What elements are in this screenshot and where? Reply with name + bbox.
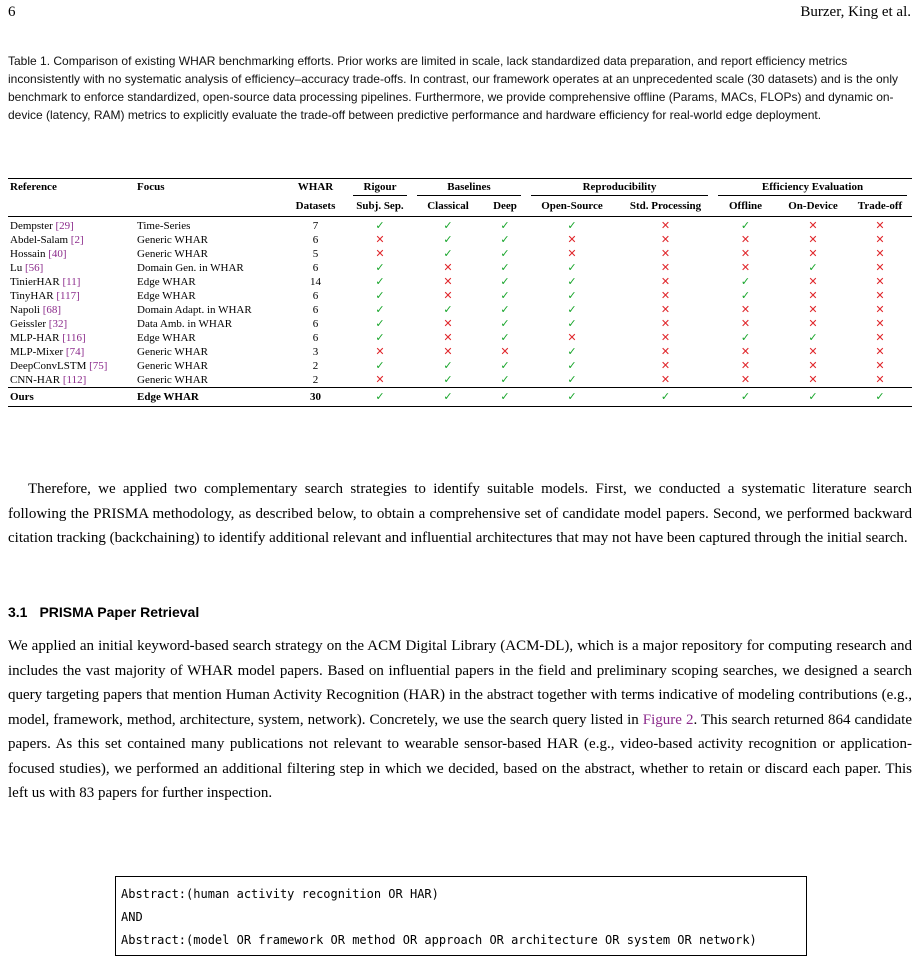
cross-icon: ✕ [660,345,671,358]
check-icon: ✓ [567,289,577,302]
check-icon: ✓ [567,219,577,232]
cross-icon: ✕ [443,261,453,274]
focus-cell: Generic WHAR [137,233,208,246]
check-icon: ✓ [740,331,751,344]
cross-icon: ✕ [740,359,751,372]
check-icon: ✓ [500,359,510,372]
check-icon: ✓ [500,303,510,316]
cross-icon: ✕ [567,331,577,344]
check-icon: ✓ [808,261,818,274]
cross-icon: ✕ [375,373,385,386]
cross-icon: ✕ [443,289,453,302]
reference-cell [8,303,135,317]
col-reference: Reference [8,179,135,197]
reference-cell [8,261,135,275]
check-icon: ✓ [567,390,577,403]
reference-cell [8,331,135,345]
reference-cell [8,388,135,407]
section-heading [8,604,199,620]
citation-link[interactable]: [116] [62,331,86,344]
check-icon: ✓ [567,373,577,386]
check-icon: ✓ [875,390,885,403]
cross-icon: ✕ [375,247,385,260]
cross-icon: ✕ [567,233,577,246]
paragraph-prisma: We applied an initial keyword-based search strategy on the ACM Digital Library (ACM-DL), which is a major repository for computing research and includes the vast majority of WHAR model papers. Based on influential papers in the field and preliminary scoping searches, we designed a search query targeting papers that mention Human Activity Recognition (HAR) in the abstract together with terms indicative of modeling contributions (e.g., model, framework, method, architecture, system, network). Concretely, we use the search query listed in Figure 2. This search returned 864 candidate papers. As this set contained many publications not relevant to wearable sensor-based HAR (e.g., video-based activity recognition or application-focused studies), we performed an additional filtering step in which we decided, based on the abstract, whether to retain or discard each paper. This left us with 83 papers for further inspection. [8,638,912,801]
cross-icon: ✕ [740,247,751,260]
datasets-cell: 7 [312,219,319,232]
group-efficiency-evaluation: Efficiency Evaluation [713,179,912,197]
citation-link[interactable]: [29] [55,219,74,232]
group-baselines: Baselines [412,179,526,197]
reference-name: TinyHAR [10,289,54,302]
check-icon: ✓ [567,275,577,288]
datasets-cell: 6 [312,289,319,302]
cross-icon: ✕ [808,275,818,288]
reference-name: MLP-Mixer [10,345,64,358]
focus-cell: Edge WHAR [137,275,196,288]
cross-icon: ✕ [808,345,818,358]
cross-icon: ✕ [660,373,671,386]
section-title: PRISMA Paper Retrieval [39,604,200,620]
citation-link[interactable]: [112] [62,373,87,386]
focus-cell: Domain Gen. in WHAR [137,261,244,274]
reference-cell [8,217,135,234]
page-header [8,4,911,24]
citation-link[interactable]: [40] [48,247,67,260]
table-header-row-1 [8,179,912,197]
cross-icon: ✕ [443,275,453,288]
table-row [8,261,912,275]
check-icon: ✓ [500,331,510,344]
check-icon: ✓ [567,303,577,316]
cross-icon: ✕ [808,317,818,330]
check-icon: ✓ [500,261,510,274]
cross-icon: ✕ [875,247,885,260]
cross-icon: ✕ [808,233,818,246]
table-row [8,247,912,261]
check-icon: ✓ [500,247,510,260]
col-deep: Deep [484,196,526,217]
group-reproducibility: Reproducibility [526,179,713,197]
datasets-cell: 2 [312,359,319,372]
check-icon: ✓ [443,219,453,232]
cross-icon: ✕ [808,373,818,386]
cross-icon: ✕ [875,261,885,274]
cross-icon: ✕ [660,219,671,232]
reference-name: CNN-HAR [10,373,61,386]
cross-icon: ✕ [740,317,751,330]
check-icon: ✓ [375,317,385,330]
focus-cell: Time-Series [137,219,191,232]
check-icon: ✓ [740,390,751,403]
col-subj-sep: Subj. Sep. [348,196,412,217]
reference-name: Hossain [10,247,46,260]
table-caption: Table 1. Comparison of existing WHAR benchmarking efforts. Prior works are limited in scale, lack standardized data preparation, and report efficiency metrics inconsistently with no systematic analysis of efficiency–accuracy trade-offs. In contrast, our framework operates at an unprecedented scale (30 datasets) and is the only benchmark to enforce standardized, open-source data processing pipelines. Furthermore, we provide comprehensive offline (Params, MACs, FLOPs) and dynamic on-device (latency, RAM) metrics to explicitly evaluate the trade-off between predictive performance and hardware efficiency for real-world edge deployment. [8,54,899,122]
reference-cell [8,373,135,388]
cross-icon: ✕ [808,303,818,316]
cross-icon: ✕ [740,303,751,316]
col-offline: Offline [713,196,778,217]
check-icon: ✓ [660,390,671,403]
cross-icon: ✕ [875,331,885,344]
focus-cell: Generic WHAR [137,345,208,358]
focus-cell: Edge WHAR [137,289,196,302]
table-row [8,331,912,345]
datasets-cell: 30 [283,388,348,407]
cross-icon: ✕ [740,345,751,358]
citation-link[interactable]: [11] [62,275,81,288]
table-row [8,373,912,388]
check-icon: ✓ [443,373,453,386]
table-row [8,317,912,331]
cross-icon: ✕ [875,219,885,232]
check-icon: ✓ [740,289,751,302]
table-row [8,275,912,289]
focus-cell: Data Amb. in WHAR [137,317,233,330]
check-icon: ✓ [500,219,510,232]
reference-cell [8,233,135,247]
cross-icon: ✕ [500,345,510,358]
col-trade-off: Trade-off [848,196,912,217]
col-datasets: Datasets [283,196,348,217]
paragraph-search-strategies: Therefore, we applied two complementary search strategies to identify suitable models. First, we conducted a systematic literature search following the PRISMA methodology, as described below, to obtain a comprehensive set of candidate model papers. Second, we performed backward citation tracking (backchaining) to identify additional relevant and influential architectures that may not have been captured through the initial search. [8,481,912,546]
cross-icon: ✕ [660,303,671,316]
col-open-source: Open-Source [526,196,618,217]
citation-link[interactable]: [2] [70,233,84,246]
check-icon: ✓ [808,390,818,403]
reference-cell [8,359,135,373]
reference-name: DeepConvLSTM [10,359,87,372]
check-icon: ✓ [567,359,577,372]
reference-name: MLP-HAR [10,331,60,344]
reference-name: TinierHAR [10,275,60,288]
check-icon: ✓ [375,303,385,316]
cross-icon: ✕ [808,289,818,302]
check-icon: ✓ [500,289,510,302]
check-icon: ✓ [500,233,510,246]
check-icon: ✓ [443,303,453,316]
datasets-cell: 2 [312,373,319,386]
cross-icon: ✕ [443,317,453,330]
cross-icon: ✕ [375,345,385,358]
check-icon: ✓ [500,275,510,288]
cross-icon: ✕ [808,247,818,260]
cross-icon: ✕ [740,233,751,246]
check-icon: ✓ [567,261,577,274]
check-icon: ✓ [375,219,385,232]
cross-icon: ✕ [875,359,885,372]
table-row [8,233,912,247]
datasets-cell: 6 [312,331,319,344]
reference-cell [8,247,135,261]
cross-icon: ✕ [660,275,671,288]
focus-cell: Generic WHAR [137,359,208,372]
check-icon: ✓ [443,390,453,403]
check-icon: ✓ [375,390,385,403]
figure-2-link[interactable]: Figure 2 [642,711,694,728]
running-head: Burzer, King et al. [800,4,911,20]
cross-icon: ✕ [567,247,577,260]
col-whar: WHAR [283,179,348,197]
datasets-cell: 6 [312,317,319,330]
cross-icon: ✕ [875,289,885,302]
check-icon: ✓ [500,373,510,386]
col-classical: Classical [412,196,484,217]
focus-cell: Domain Adapt. in WHAR [137,303,252,316]
citation-link[interactable]: [74] [65,345,85,358]
reference-name: Ours [10,391,34,403]
query-line-1: Abstract:(human activity recognition OR HAR) [121,887,439,901]
query-line-2: AND [121,910,143,924]
check-icon: ✓ [375,331,385,344]
cross-icon: ✕ [740,373,751,386]
query-line-3: Abstract:(model OR framework OR method OR approach OR architecture OR system OR network) [121,933,757,947]
col-on-device: On-Device [778,196,848,217]
cross-icon: ✕ [660,289,671,302]
check-icon: ✓ [808,331,818,344]
cross-icon: ✕ [875,233,885,246]
table-row [8,217,912,234]
cross-icon: ✕ [740,261,751,274]
datasets-cell: 5 [312,247,319,260]
check-icon: ✓ [443,247,453,260]
cross-icon: ✕ [875,317,885,330]
group-rigour: Rigour [348,179,412,197]
table-row [8,345,912,359]
citation-link[interactable]: [75] [89,359,108,372]
cross-icon: ✕ [660,233,671,246]
datasets-cell: 6 [312,233,319,246]
comparison-table [8,178,912,407]
cross-icon: ✕ [443,331,453,344]
check-icon: ✓ [567,345,577,358]
check-icon: ✓ [375,275,385,288]
focus-cell: Generic WHAR [137,247,208,260]
citation-link[interactable]: [56] [24,261,44,274]
cross-icon: ✕ [875,275,885,288]
page-number: 6 [8,4,16,20]
focus-cell: Edge WHAR [137,331,196,344]
reference-cell [8,345,135,359]
ours-row [8,388,912,407]
reference-cell [8,275,135,289]
datasets-cell: 6 [312,261,319,274]
section-number: 3.1 [8,604,28,620]
reference-name: Dempster [10,219,53,232]
check-icon: ✓ [500,317,510,330]
table-body [8,217,912,407]
citation-link[interactable]: [117] [56,289,80,302]
datasets-cell: 14 [310,275,321,288]
cross-icon: ✕ [443,345,453,358]
check-icon: ✓ [500,390,510,403]
cross-icon: ✕ [660,317,671,330]
cross-icon: ✕ [660,331,671,344]
check-icon: ✓ [443,233,453,246]
focus-cell: Edge WHAR [135,388,283,407]
datasets-cell: 3 [312,345,319,358]
reference-cell [8,289,135,303]
citation-link[interactable]: [32] [48,317,68,330]
table-row [8,359,912,373]
reference-name: Abdel-Salam [10,233,69,246]
cross-icon: ✕ [875,303,885,316]
reference-name: Geissler [10,317,47,330]
cross-icon: ✕ [808,219,818,232]
cross-icon: ✕ [875,345,885,358]
cross-icon: ✕ [660,261,671,274]
check-icon: ✓ [740,219,751,232]
col-focus: Focus [135,179,283,197]
check-icon: ✓ [740,275,751,288]
table-header-row-2 [8,196,912,217]
check-icon: ✓ [375,359,385,372]
cross-icon: ✕ [660,247,671,260]
check-icon: ✓ [567,317,577,330]
cross-icon: ✕ [808,359,818,372]
reference-cell [8,317,135,331]
search-query-box [115,876,807,956]
table-row [8,289,912,303]
table-row [8,303,912,317]
cross-icon: ✕ [375,233,385,246]
check-icon: ✓ [375,261,385,274]
reference-name: Napoli [10,303,40,316]
check-icon: ✓ [375,289,385,302]
check-icon: ✓ [443,359,453,372]
datasets-cell: 6 [312,303,319,316]
cross-icon: ✕ [875,373,885,386]
focus-cell: Generic WHAR [137,373,208,386]
citation-link[interactable]: [68] [42,303,62,316]
cross-icon: ✕ [660,359,671,372]
col-std-processing: Std. Processing [618,196,713,217]
reference-name: Lu [10,261,23,274]
